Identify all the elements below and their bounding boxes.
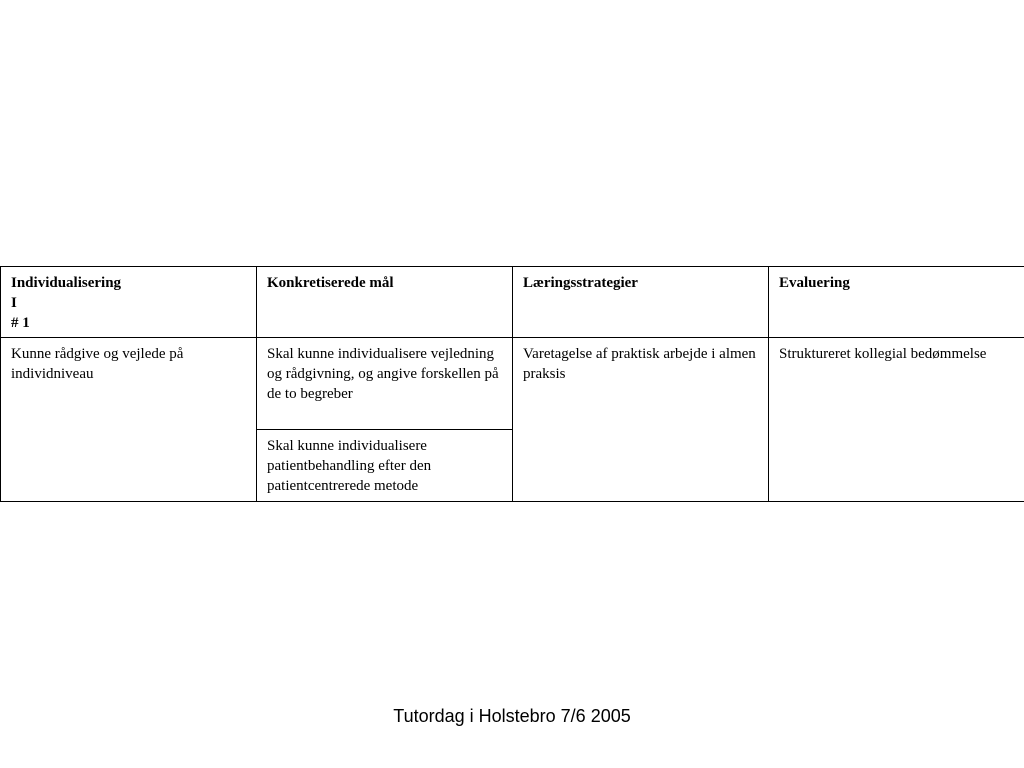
header-individualisering-line-3: # 1 <box>11 315 30 331</box>
objectives-table-container <box>0 266 1024 502</box>
objectives-table <box>0 266 1024 502</box>
header-laeringsstrategier: Læringsstrategier <box>513 267 769 338</box>
cell-evaluation: Struktureret kollegial bedømmelse <box>769 338 1024 502</box>
header-konkretiserede-maal: Konkretiserede mål <box>257 267 513 338</box>
header-individualisering-line-1: Individualisering <box>11 275 122 291</box>
cell-goal-1: Skal kunne individualisere vejledning og rådgivning, og angive forskellen på de to begreber <box>257 338 513 430</box>
cell-objective: Kunne rådgive og vejlede på individniveau <box>1 338 257 502</box>
header-individualisering-line-2: I <box>11 295 17 311</box>
table-header-row <box>1 267 1024 338</box>
cell-goal-2: Skal kunne individualisere patientbehandling efter den patientcentrerede metode <box>257 430 513 502</box>
header-evaluering: Evaluering <box>769 267 1024 338</box>
table-row <box>1 338 1024 430</box>
cell-strategy: Varetagelse af praktisk arbejde i almen praksis <box>513 338 769 502</box>
footer-text: Tutordag i Holstebro 7/6 2005 <box>393 706 631 726</box>
header-individualisering <box>1 267 257 338</box>
